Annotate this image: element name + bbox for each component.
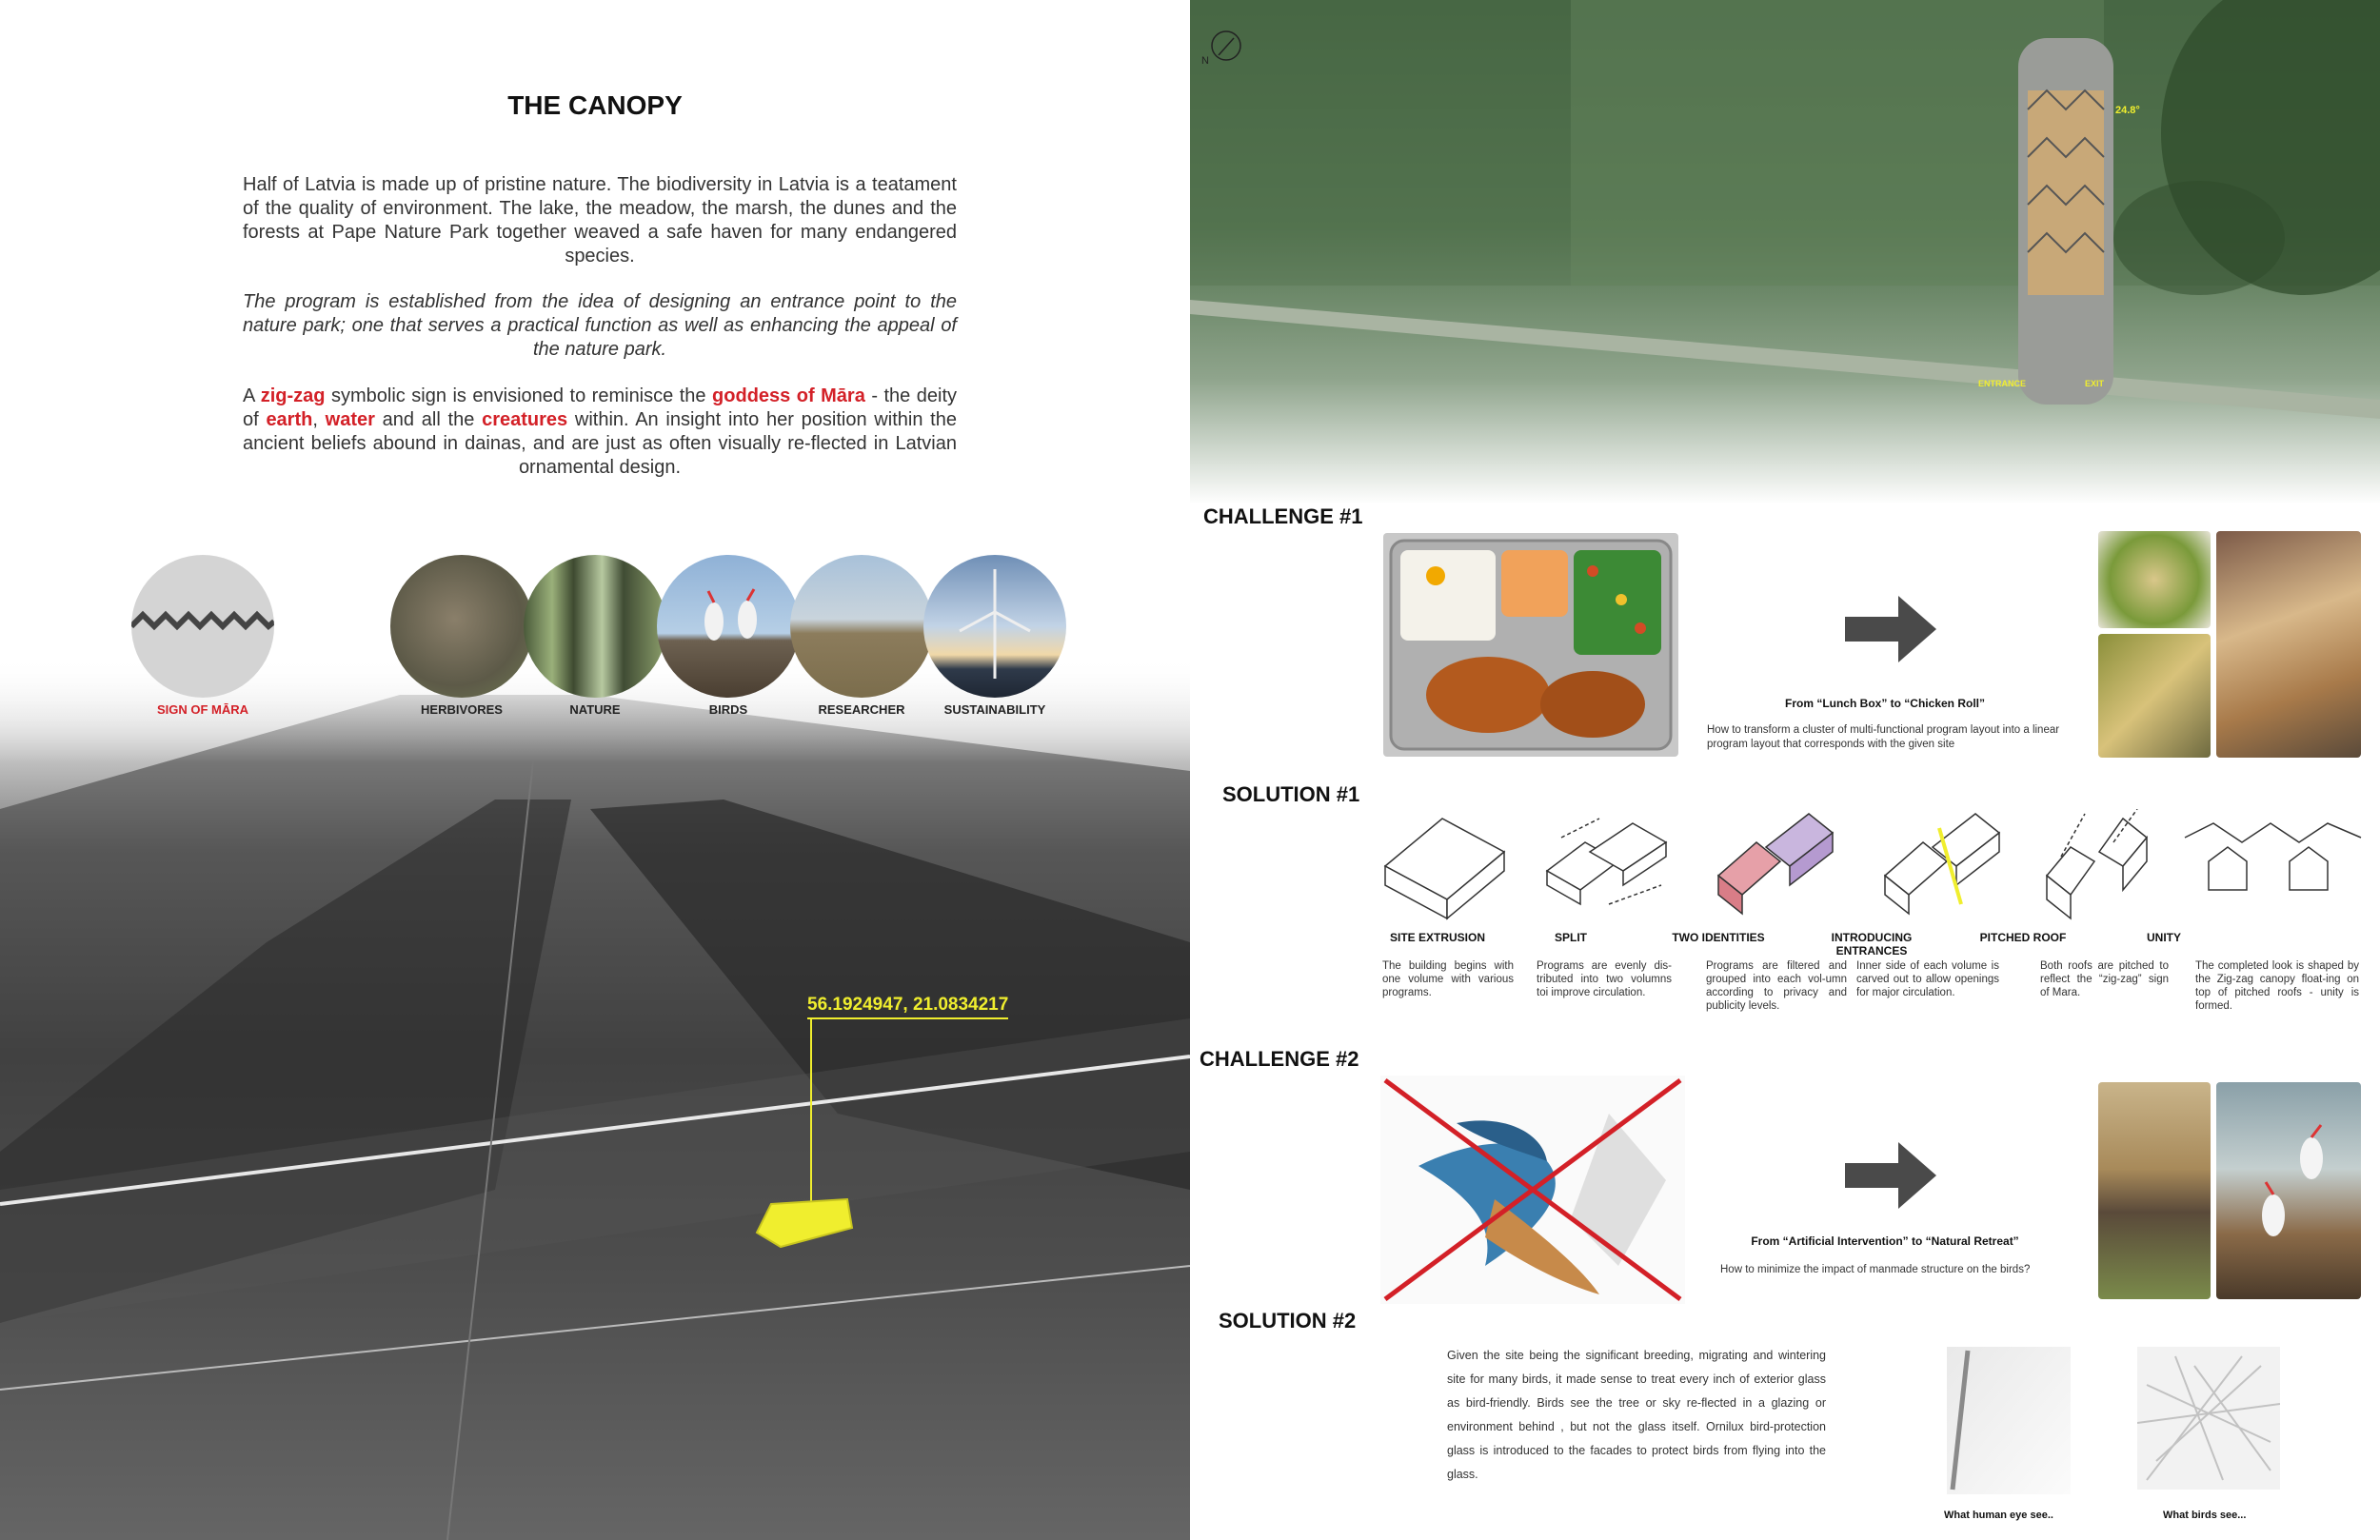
researcher-label: RESEARCHER [818,702,905,717]
two-identities-diagram [1718,814,1833,914]
challenge-2-description: How to minimize the impact of manmade structure on the birds? [1720,1264,2031,1275]
stork-nest-photo-2 [2216,1082,2361,1299]
step-unity-desc: The completed look is shaped by the Zig-zag canopy float-ing on top of pitched roofs - unity is formed. [2195,960,2359,1012]
unity-diagram [2185,823,2361,890]
human-view-label: What human eye see.. [1944,1510,2053,1521]
bird-collision-image [1380,1076,1685,1304]
challenge-2-caption: From “Artificial Intervention” to “Natural Retreat” [1751,1234,2019,1248]
nature-photo [524,555,666,698]
lunch-box-photo [1383,533,1678,757]
split-diagram [1547,819,1666,904]
step-site-extrusion-title: SITE EXTRUSION [1389,931,1485,944]
roll-photo [2098,634,2211,758]
step-introducing-entrances-desc: Inner side of each volume is carved out to allow openings for major circulation. [1856,960,1999,998]
step-split-desc: Programs are evenly dis-tributed into two volumns toi improve circulation. [1537,960,1672,998]
step-site-extrusion-desc: The building begins with one volume with various programs. [1382,960,1514,998]
north-label: N [1201,55,1209,67]
herbivores-label: HERBIVORES [421,702,503,717]
stork-nest-photo-1 [2098,1082,2211,1299]
step-two-identities-title: TWO IDENTITIES [1672,931,1765,944]
chicken-roll-photo [2216,531,2361,758]
coordinate-leader-line [810,1018,812,1209]
nature-label: NATURE [569,702,621,717]
intro-paragraph: Half of Latvia is made up of pristine nature. The biodiversity in Latvia is a teatament of the quality of environment. The lake, the meadow, the marsh, the dunes and the forests at Pape Nature Park together weaved a safe haven for many endangered species. [243,174,957,267]
stork-icon [2216,1082,2361,1299]
entrance-label: ENTRANCE [1978,379,2027,388]
challenge-1-heading: CHALLENGE #1 [1203,504,1363,528]
birds-label: BIRDS [708,702,748,717]
lunch-box-image [1383,533,1678,757]
arrow-right-icon-1 [1845,596,1936,662]
site-extrusion-diagram [1385,819,1504,918]
human-view-glass [1947,1347,2071,1494]
aerial-landscape [0,657,1190,1540]
step-pitched-roof-title: PITCHED ROOF [1979,931,2067,944]
researcher-photo [790,555,933,698]
step-split-title: SPLIT [1554,931,1587,944]
step-introducing-entrances-title: INTRODUCING ENTRANCES [1831,931,1913,958]
program-paragraph: The program is established from the idea of designing an entrance point to the nature park; one that serves a practical function as well as enhancing the appeal of the nature park. [243,291,957,360]
birds-photo [657,555,800,698]
introducing-entrances-diagram [1885,814,1999,914]
canopy-roof [2028,90,2104,295]
stork-icon [657,555,800,698]
bird-view-label: What birds see... [2163,1510,2247,1521]
massing-diagrams [1380,809,2366,928]
wind-turbine-icon [923,555,1066,698]
site-plan [1190,0,2380,504]
solution-1-heading: SOLUTION #1 [1222,782,1360,806]
solution-2-heading: SOLUTION #2 [1219,1309,1357,1333]
mara-sign-circle [131,555,274,698]
step-pitched-roof-desc: Both roofs are pitched to reflect the “zig-zag” sign of Mara. [2040,960,2169,998]
step-unity-title: UNITY [2147,931,2181,944]
salad-photo [2098,531,2211,628]
symbol-paragraph: A zig-zag symbolic sign is envisioned to reminisce the goddess of Māra - the deity of earth, water and all the creatures within. An insight into her position within the ancient beliefs abound in dainas, and are just as often visually re-flected in Latvian ornamental design. [243,385,958,478]
site-plan-drawing [1190,0,2380,504]
step-two-identities-desc: Programs are filtered and grouped into each vol-umn according to privacy and publicity levels. [1706,960,1847,1012]
herbivores-photo [390,555,533,698]
sustainability-photo [923,555,1066,698]
sustainability-label: SUSTAINABILITY [943,702,1046,717]
coordinate-label: 56.1924947, 21.0834217 [807,995,1008,1019]
bird-view-glass [2137,1347,2280,1490]
pitched-roof-diagram [2047,809,2147,918]
exit-label: EXIT [2085,379,2105,388]
site-marker [752,1194,857,1261]
arrow-right-icon-2 [1845,1142,1936,1209]
aerial-photo [0,657,1190,1540]
challenge-1-description: How to transform a cluster of multi-functional program layout into a linear program layout that corresponds with the given site [1707,724,2060,750]
challenge-1-caption: From “Lunch Box” to “Chicken Roll” [1784,697,1985,710]
page-title: THE CANOPY [507,90,683,120]
solution-2-text: Given the site being the significant breeding, migrating and wintering site for many birds, it made sense to treat every inch of exterior glass as bird-friendly. Birds see the tree or sky re-flected in a glazing or environment behind , but not the glass itself. Ornilux bird-protection glass is introduced to the facades to protect birds from flying into the glass. [1447,1349,1826,1481]
mara-sign-label: SIGN OF MĀRA [156,702,249,717]
zigzag-icon [131,555,274,698]
angle-label: 24.8° [2115,105,2140,116]
challenge-2-heading: CHALLENGE #2 [1200,1047,1359,1071]
